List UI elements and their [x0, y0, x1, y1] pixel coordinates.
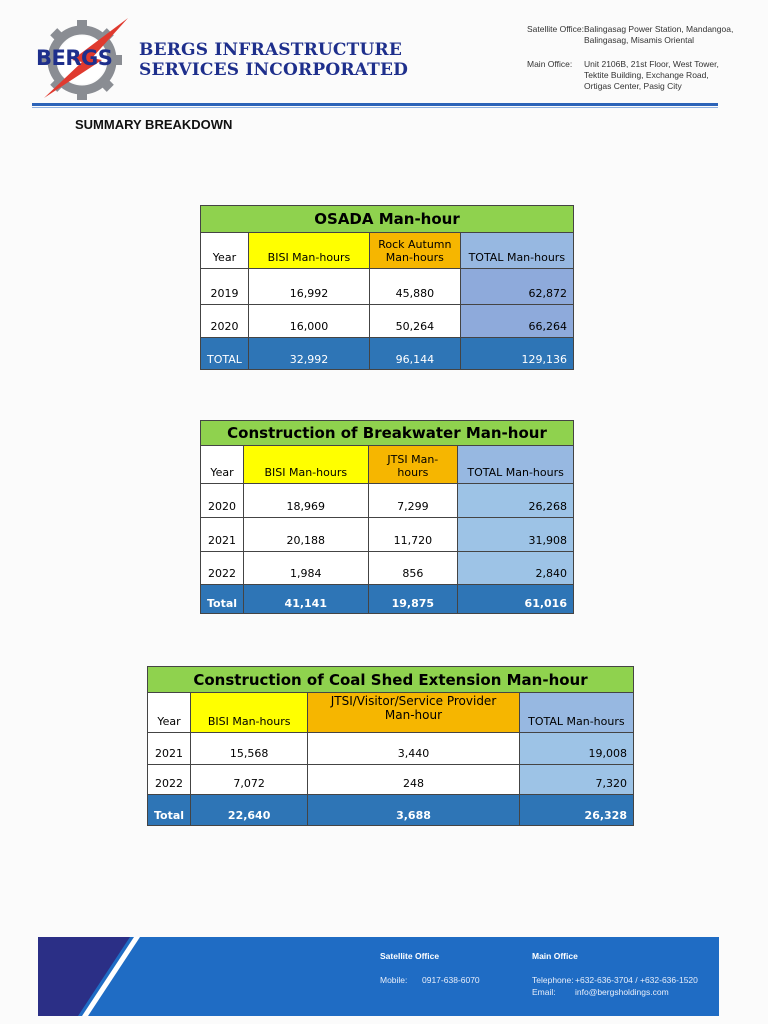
cell-total: 7,320 [519, 765, 633, 795]
company-name [139, 40, 408, 80]
satellite-office-address [527, 24, 734, 48]
cell-contractor: 45,880 [370, 269, 461, 305]
table-title: OSADA Man-hour [201, 206, 574, 233]
header-divider-thin [32, 107, 718, 108]
company-logo [32, 16, 132, 100]
cell-bisi: 15,568 [191, 733, 308, 765]
footer-mobile-value: 0917-638-6070 [422, 975, 480, 985]
total-label: TOTAL [201, 338, 249, 370]
cell-year: 2020 [201, 305, 249, 338]
cell-bisi: 18,969 [244, 484, 368, 518]
footer-telephone-label: Telephone: [532, 975, 574, 985]
column-header-bisi: BISI Man-hours [248, 233, 369, 269]
total-contractor: 3,688 [308, 795, 519, 826]
main-office-label: Main Office: [527, 59, 573, 69]
table-title: Construction of Coal Shed Extension Man-hour [148, 667, 634, 693]
total-label: Total [148, 795, 191, 826]
main-address-line: Unit 2106B, 21st Floor, West Tower, [584, 59, 719, 69]
cell-year: 2021 [148, 733, 191, 765]
cell-total: 31,908 [458, 518, 574, 552]
table-title: Construction of Breakwater Man-hour [201, 421, 574, 446]
cell-bisi: 16,000 [248, 305, 369, 338]
total-overall: 61,016 [458, 585, 574, 614]
page-title: SUMMARY BREAKDOWN [75, 117, 233, 132]
osada-manhour-table [200, 205, 574, 370]
main-office-address [527, 59, 727, 95]
total-overall: 26,328 [519, 795, 633, 826]
total-row [148, 795, 634, 826]
cell-year: 2020 [201, 484, 244, 518]
satellite-address-line: Balingasag, Misamis Oriental [584, 35, 695, 45]
column-header-total: TOTAL Man-hours [458, 446, 574, 484]
footer-bar [38, 937, 719, 1016]
footer-email-label: Email: [532, 987, 556, 997]
table-row [201, 552, 574, 585]
header-divider [32, 103, 718, 106]
total-row [201, 585, 574, 614]
column-header-contractor: Rock Autumn Man-hours [370, 233, 461, 269]
total-label: Total [201, 585, 244, 614]
company-name-line2: SERVICES INCORPORATED [139, 60, 409, 80]
cell-contractor: 248 [308, 765, 519, 795]
table-row [201, 269, 574, 305]
cell-total: 66,264 [460, 305, 573, 338]
coal-shed-manhour-table [147, 666, 634, 826]
total-contractor: 96,144 [370, 338, 461, 370]
cell-total: 26,268 [458, 484, 574, 518]
main-address-line: Tektite Building, Exchange Road, [584, 70, 709, 80]
cell-year: 2021 [201, 518, 244, 552]
cell-year: 2022 [148, 765, 191, 795]
table-row [148, 733, 634, 765]
table-row [148, 765, 634, 795]
cell-bisi: 7,072 [191, 765, 308, 795]
total-bisi: 22,640 [191, 795, 308, 826]
cell-contractor: 50,264 [370, 305, 461, 338]
column-header-contractor: JTSI Man-hours [368, 446, 458, 484]
column-header-total: TOTAL Man-hours [519, 693, 633, 733]
satellite-address-line: Balingasag Power Station, Mandangoa, [584, 24, 734, 34]
column-header-contractor: JTSI/Visitor/Service Provider Man-hour [308, 693, 519, 733]
satellite-office-label: Satellite Office: [527, 24, 585, 34]
footer-satellite-heading: Satellite Office [380, 951, 440, 961]
footer-telephone-value: +632-636-3704 / +632-636-1520 [575, 975, 698, 985]
column-header-year: Year [201, 446, 244, 484]
total-bisi: 32,992 [248, 338, 369, 370]
table-row [201, 518, 574, 552]
cell-total: 19,008 [519, 733, 633, 765]
cell-year: 2019 [201, 269, 249, 305]
company-name-line1: BERGS INFRASTRUCTURE [139, 40, 403, 60]
column-header-bisi: BISI Man-hours [244, 446, 368, 484]
footer-email-value: info@bergsholdings.com [575, 987, 669, 997]
table-row [201, 484, 574, 518]
cell-contractor: 856 [368, 552, 458, 585]
main-address-line: Ortigas Center, Pasig City [584, 81, 682, 91]
column-header-total: TOTAL Man-hours [460, 233, 573, 269]
cell-bisi: 1,984 [244, 552, 368, 585]
cell-contractor: 3,440 [308, 733, 519, 765]
total-overall: 129,136 [460, 338, 573, 370]
breakwater-manhour-table [200, 420, 574, 614]
footer-main-heading: Main Office [532, 951, 578, 961]
cell-contractor: 7,299 [368, 484, 458, 518]
cell-contractor: 11,720 [368, 518, 458, 552]
column-header-year: Year [201, 233, 249, 269]
total-contractor: 19,875 [368, 585, 458, 614]
total-row [201, 338, 574, 370]
cell-year: 2022 [201, 552, 244, 585]
table-row [201, 305, 574, 338]
total-bisi: 41,141 [244, 585, 368, 614]
logo-text: BERGS [36, 46, 113, 70]
column-header-year: Year [148, 693, 191, 733]
cell-total: 2,840 [458, 552, 574, 585]
cell-total: 62,872 [460, 269, 573, 305]
footer-mobile-label: Mobile: [380, 975, 408, 985]
cell-bisi: 16,992 [248, 269, 369, 305]
cell-bisi: 20,188 [244, 518, 368, 552]
column-header-bisi: BISI Man-hours [191, 693, 308, 733]
